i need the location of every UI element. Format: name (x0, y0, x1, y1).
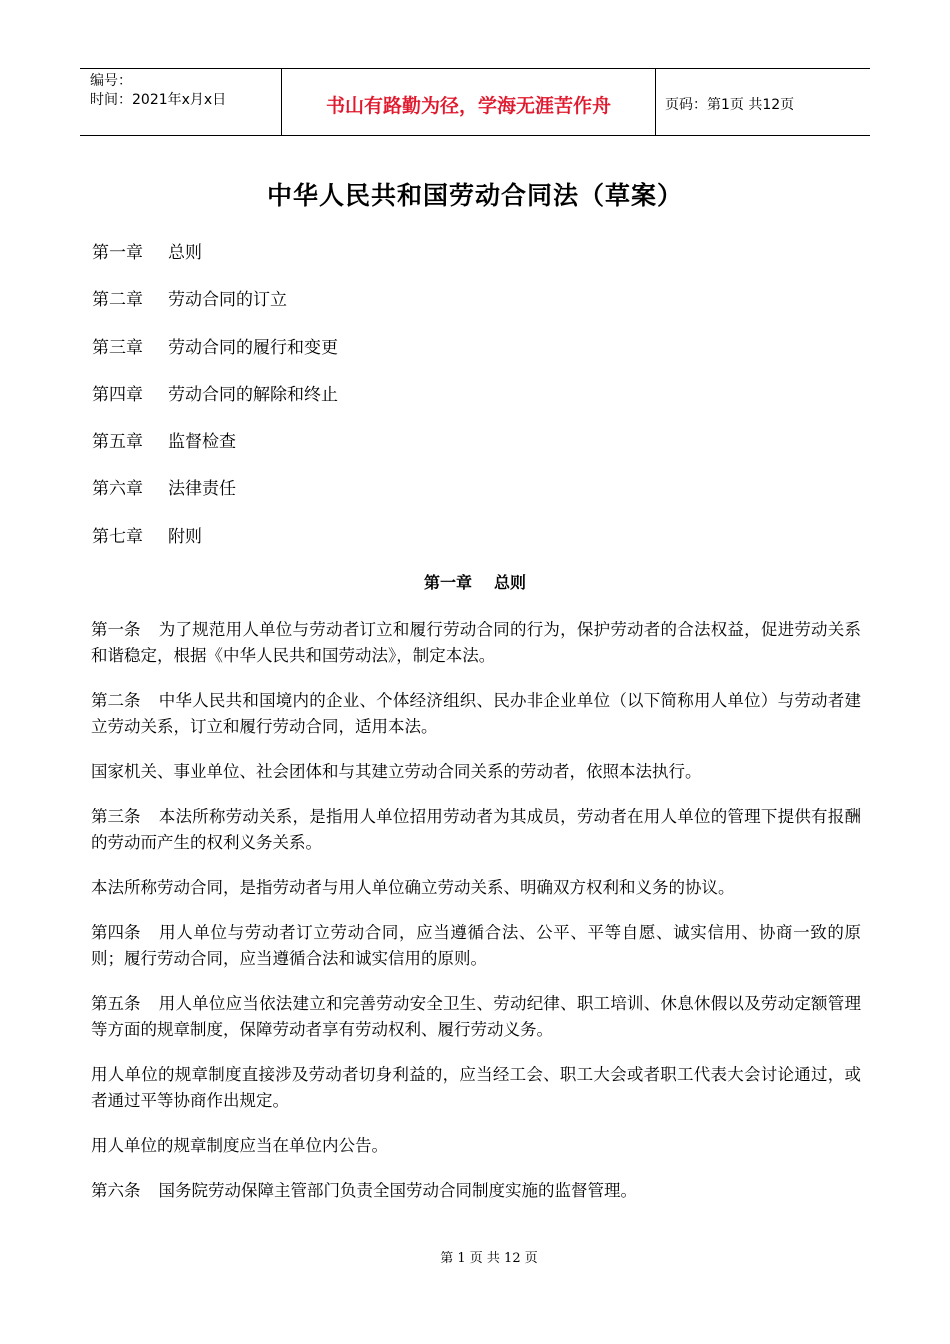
header-motto-cell (282, 69, 656, 135)
paragraph-text: 中华人民共和国境内的企业、个体经济组织、民办非企业单位（以下简称用人单位）与劳动者建立劳动关系，订立和履行劳动合同，适用本法。 (91, 691, 861, 736)
article-number: 第三条 (91, 807, 141, 826)
toc-chapter-number: 第三章 (92, 337, 143, 358)
motto-text: 书山有路勤为径，学海无涯苦作舟 (325, 94, 611, 117)
article-number: 第四条 (91, 923, 141, 942)
paragraph (91, 688, 861, 740)
paragraph-text: 本法所称劳动关系，是指用人单位招用劳动者为其成员，劳动者在用人单位的管理下提供有报酬的劳动而产生的权利义务关系。 (91, 807, 861, 852)
toc-chapter-number: 第二章 (92, 290, 143, 311)
header-page-cell (656, 69, 870, 135)
chapter-heading (0, 569, 950, 597)
toc-chapter-name: 附则 (168, 526, 202, 547)
chapter-number: 第一章 (423, 573, 472, 592)
toc-chapter-name: 劳动合同的解除和终止 (168, 384, 338, 405)
toc-chapter-name: 法律责任 (168, 479, 236, 500)
paragraph-text: 本法所称劳动合同，是指劳动者与用人单位确立劳动关系、明确双方权利和义务的协议。 (91, 878, 735, 897)
article-number: 第五条 (91, 994, 141, 1013)
paragraph (91, 1178, 861, 1204)
toc-item (92, 286, 852, 333)
toc-chapter-number: 第一章 (92, 243, 143, 263)
toc-chapter-number: 第六章 (92, 479, 143, 500)
toc-item (92, 428, 852, 475)
header-table (80, 68, 870, 136)
toc-chapter-name: 劳动合同的履行和变更 (168, 337, 338, 358)
time-label: 时间：2021年x月x日 (90, 92, 227, 108)
page-info: 页码：第1页 共12页 (665, 96, 795, 113)
header-info-cell (80, 69, 282, 135)
toc-chapter-name: 劳动合同的订立 (168, 290, 287, 311)
paragraph (91, 991, 861, 1043)
paragraph-text: 用人单位的规章制度应当在单位内公告。 (91, 1136, 388, 1155)
toc-chapter-name: 监督检查 (168, 432, 236, 453)
toc-item (92, 523, 852, 570)
table-of-contents (92, 239, 852, 570)
body-text (91, 617, 861, 1223)
article-number: 第六条 (91, 1181, 141, 1200)
document-title: 中华人民共和国劳动合同法（草案） (266, 181, 683, 210)
chapter-name: 总则 (494, 573, 527, 592)
toc-item (92, 475, 852, 522)
paragraph (91, 920, 861, 972)
paragraph-text: 用人单位的规章制度直接涉及劳动者切身利益的，应当经工会、职工大会或者职工代表大会讨论通过，或者通过平等协商作出规定。 (91, 1065, 861, 1110)
paragraph (91, 1062, 861, 1114)
paragraph (91, 804, 861, 856)
paragraph-text: 为了规范用人单位与劳动者订立和履行劳动合同的行为，保护劳动者的合法权益，促进劳动关系和谐稳定，根据《中华人民共和国劳动法》，制定本法。 (91, 620, 861, 665)
article-number: 第二条 (91, 691, 141, 710)
paragraph (91, 617, 861, 669)
toc-chapter-number: 第七章 (92, 526, 143, 547)
paragraph (91, 759, 861, 785)
toc-chapter-number: 第五章 (92, 432, 143, 453)
toc-item (92, 381, 852, 428)
article-number: 第一条 (91, 620, 141, 639)
number-label: 编号： (90, 73, 132, 89)
paragraph-text: 国务院劳动保障主管部门负责全国劳动合同制度实施的监督管理。 (158, 1181, 637, 1200)
paragraph (91, 1133, 861, 1159)
toc-chapter-name: 总则 (168, 243, 202, 263)
paragraph-text: 用人单位与劳动者订立劳动合同，应当遵循合法、公平、平等自愿、诚实信用、协商一致的原则；履行劳动合同，应当遵循合法和诚实信用的原则。 (91, 923, 861, 968)
paragraph-text: 国家机关、事业单位、社会团体和与其建立劳动合同关系的劳动者，依照本法执行。 (91, 762, 702, 781)
paragraph-text: 用人单位应当依法建立和完善劳动安全卫生、劳动纪律、职工培训、休息休假以及劳动定额管理等方面的规章制度，保障劳动者享有劳动权利、履行劳动义务。 (91, 994, 861, 1039)
paragraph (91, 875, 861, 901)
toc-item (92, 334, 852, 381)
toc-chapter-number: 第四章 (92, 384, 143, 405)
toc-item (92, 239, 852, 286)
page-footer: 第 1 页 共 12 页 (440, 1251, 538, 1266)
